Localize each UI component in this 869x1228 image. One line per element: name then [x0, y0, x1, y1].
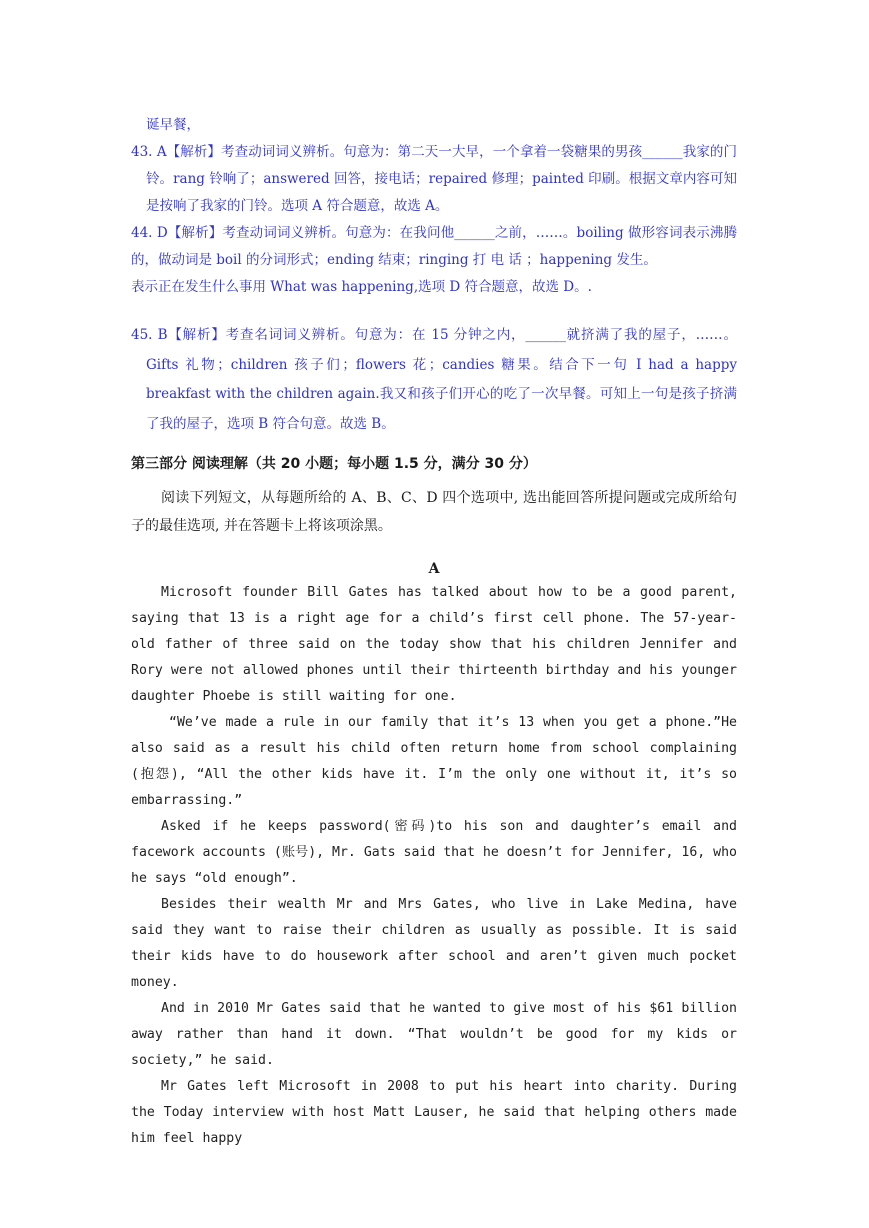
page-content [131, 112, 737, 1152]
passage-paragraph: And in 2010 Mr Gates said that he wanted to give most of his $61 billion away rather than hand it down. “That wouldn’t be good for my kids or society,” he said. [131, 1001, 737, 1068]
passage-paragraph: “We’ve made a rule in our family that it’s 13 when you get a phone.”He also said as a result his child often return home from school complaining (抱怨), “All the other kids have it. I’m the only one without it, it’s so embarrassing.” [131, 715, 737, 808]
passage-body [131, 580, 737, 1152]
answer-44: 44. D【解析】考查动词词义辨析。句意为：在我问他______之前，……。boiling 做形容词表示沸腾的，做动词是 boil 的分词形式；ending 结束；ringing 打 电 话 ；happening 发生。 [131, 225, 737, 268]
answer-45: 45. B【解析】考查名词词义辨析。句意为：在 15 分钟之内，______就挤满了我的屋子，……。Gifts 礼物；children 孩子们；flowers 花；candies 糖果。结合下一句 I had a happy breakfast with the children again.我又和孩子们开心的吃了一次早餐。可知上一句是孩子挤满了我的屋子，选项 B 符合句意。故选 B。 [131, 327, 737, 432]
passage-title: A [428, 561, 440, 577]
answer-44-note: 表示正在发生什么事用 What was happening,选项 D 符合题意，故选 D。. [131, 279, 592, 295]
passage-paragraph: Asked if he keeps password(密码)to his son and daughter’s email and facework accounts (账号), Mr. Gats said that he doesn’t for Jennifer, 16, who he says “old enough”. [131, 819, 737, 886]
section-instruction: 阅读下列短文，从每题所给的 A、B、C、D 四个选项中, 选出能回答所提问题或完成所给句子的最佳选项, 并在答题卡上将该项涂黑。 [131, 490, 737, 534]
q42-tail: 诞早餐， [146, 117, 200, 133]
answer-43: 43. A【解析】考查动词词义辨析。句意为：第二天一大早，一个拿着一袋糖果的男孩______我家的门铃。rang 铃响了；answered 回答，接电话；repaired 修理；painted 印刷。根据文章内容可知是按响了我家的门铃。选项 A 符合题意，故选 A。 [131, 144, 737, 214]
passage-paragraph: Besides their wealth Mr and Mrs Gates, who live in Lake Medina, have said they want to raise their children as usually as possible. It is said their kids have to do housework after school and aren’t given much pocket money. [131, 897, 737, 990]
passage-paragraph: Mr Gates left Microsoft in 2008 to put his heart into charity. During the Today interview with host Matt Lauser, he said that helping others made him feel happy [131, 1079, 737, 1146]
answer-explanations [131, 112, 737, 439]
spacer [131, 301, 737, 321]
passage-paragraph: Microsoft founder Bill Gates has talked about how to be a good parent, saying that 13 is a right age for a child’s first cell phone. The 57-year-old father of three said on the today show that his children Jennifer and Rory were not allowed phones until their thirteenth birthday and his younger daughter Phoebe is still waiting for one. [131, 585, 737, 704]
section-title: 第三部分 阅读理解（共 20 小题；每小题 1.5 分，满分 30 分） [131, 456, 537, 472]
